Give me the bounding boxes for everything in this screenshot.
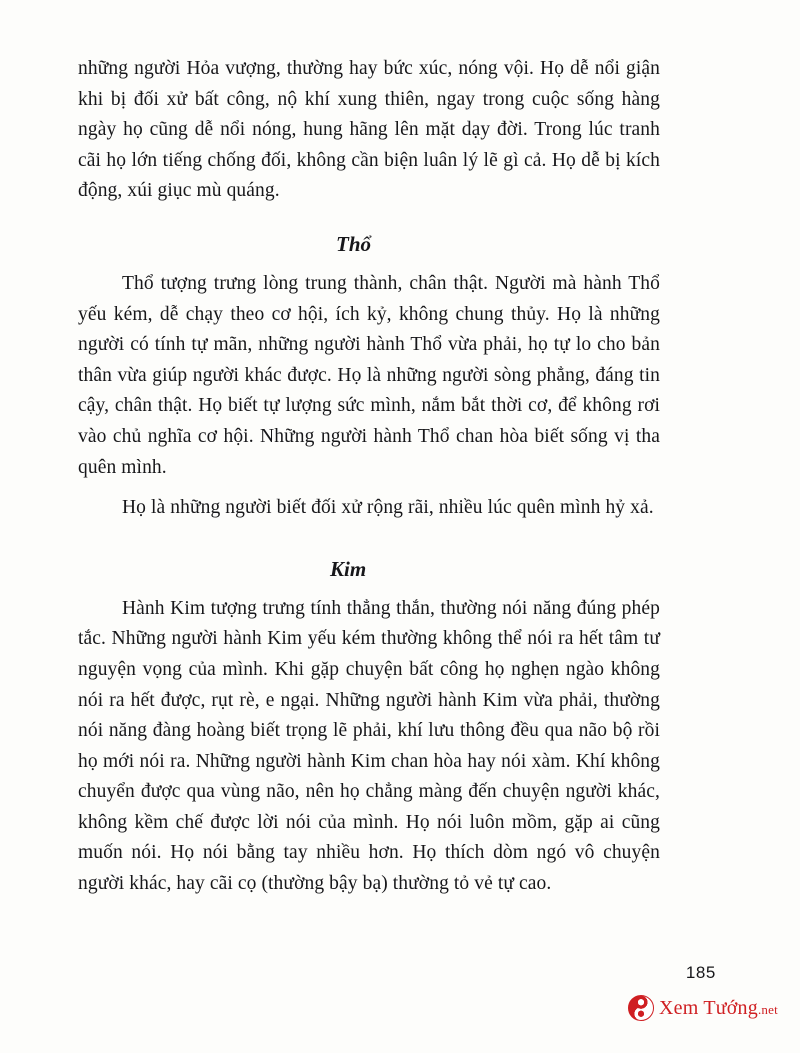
page-number: 185 xyxy=(685,963,716,982)
section-heading-tho: Thổ xyxy=(336,231,372,256)
page-content xyxy=(78,54,660,900)
paragraph-tho-1: Thổ tượng trưng lòng trung thành, chân thật. Người mà hành Thổ yếu kém, dễ chạy theo cơ hội, ích kỷ, không chung thủy. Họ là những người có tính tự mãn, những người hành Thổ vừa phải, họ tự lo cho bản thân vừa giúp người khác được. Họ là những người sòng phẳng, đáng tin cậy, chân thật. Họ biết tự lượng sức mình, nắm bắt thời cơ, để không rơi vào chủ nghĩa cơ hội. Những người hành Thổ chan hòa biết sống vị tha quên mình. xyxy=(78,272,660,478)
watermark-label: Xem Tướng xyxy=(659,997,758,1019)
watermark-suffix: .net xyxy=(757,1002,778,1017)
paragraph-spacer xyxy=(78,483,660,493)
paragraph-kim-1: Hành Kim tượng trưng tính thẳng thắn, thường nói năng đúng phép tắc. Những người hành Kim yếu kém thường không thể nói ra hết tâm tư nguyện vọng của mình. Khi gặp chuyện bất công họ nghẹn ngào không nói ra hết được, rụt rè, e ngại. Những người hành Kim vừa phải, thường nói năng đàng hoàng biết trọng lẽ phải, khí lưu thông đều qua não bộ rồi họ mới nói ra. Những người hành Kim chan hòa hay nói xàm. Khí không chuyển được qua vùng não, nên họ chẳng màng đến chuyện người khác, không kềm chế được lời nói của mình. Họ nói luôn mồm, gặp ai cũng muốn nói. Họ nói bằng tay nhiều hơn. Họ thích dòm ngó vô chuyện người khác, hay cãi cọ (thường bậy bạ) thường tỏ vẻ tự cao. xyxy=(78,597,660,895)
yin-yang-icon xyxy=(628,995,654,1021)
paragraph-tho-2: Họ là những người biết đối xử rộng rãi, nhiều lúc quên mình hỷ xả. xyxy=(122,497,654,519)
paragraph-intro: những người Hỏa vượng, thường hay bức xúc, nóng vội. Họ dễ nổi giận khi bị đối xử bất công, nộ khí xung thiên, ngay trong cuộc sống hàng ngày họ cũng dễ nổi nóng, hung hãng lên mặt dạy đời. Trong lúc tranh cãi họ lớn tiếng chống đối, không cần biện luân lý lẽ gì cả. Họ dễ bị kích động, xúi giục mù quáng. xyxy=(78,58,660,202)
watermark-text xyxy=(659,998,778,1018)
watermark xyxy=(628,995,778,1021)
section-heading-kim: Kim xyxy=(330,556,367,581)
